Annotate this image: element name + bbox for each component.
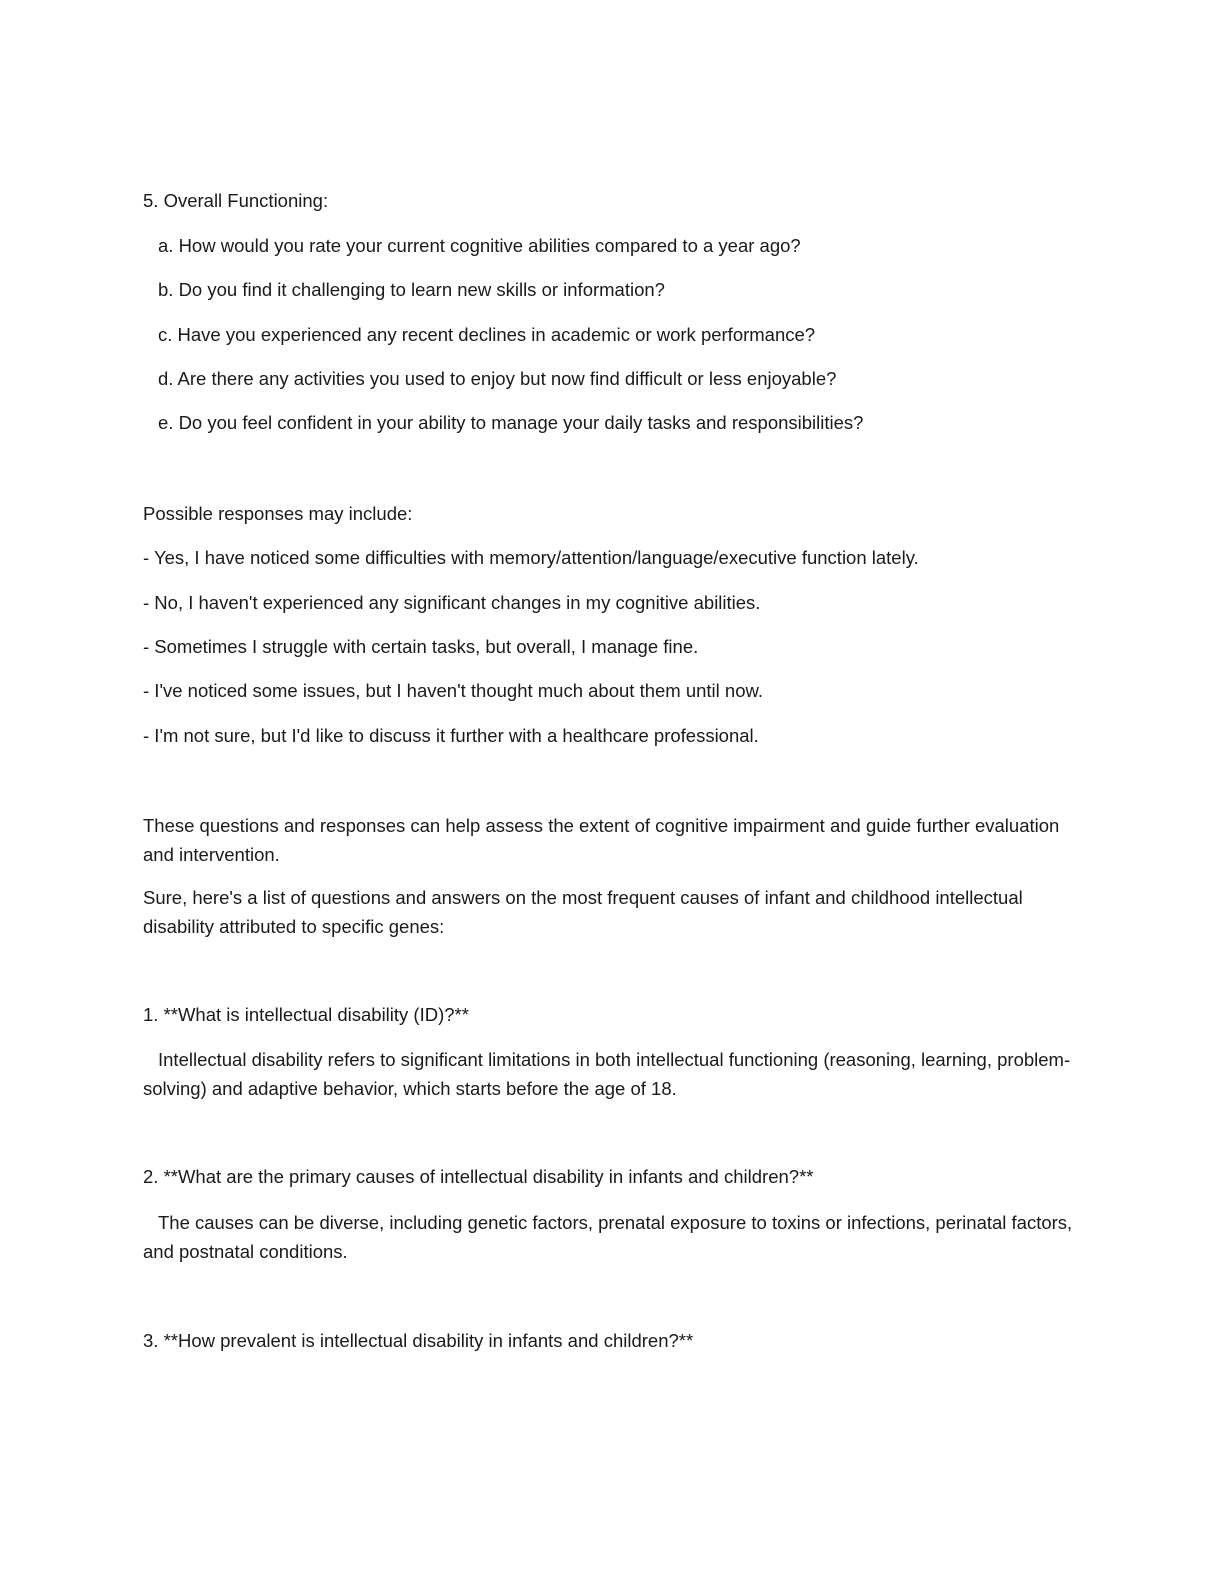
- qa-answer: Intellectual disability refers to significant limitations in both intellectual functioning (reasoning, learning, problem-solving) and adaptive behavior, which starts before the age of 18.: [143, 1049, 1071, 1099]
- response-item: - I've noticed some issues, but I haven't thought much about them until now.: [143, 680, 763, 701]
- question-item: c. Have you experienced any recent declines in academic or work performance?: [158, 324, 816, 345]
- response-item: - I'm not sure, but I'd like to discuss it further with a healthcare professional.: [143, 725, 759, 746]
- qa-answer: The causes can be diverse, including genetic factors, prenatal exposure to toxins or infections, perinatal factors, and postnatal conditions.: [143, 1212, 1073, 1262]
- question-item: b. Do you find it challenging to learn new skills or information?: [158, 279, 665, 300]
- section-heading: 5. Overall Functioning:: [143, 190, 329, 211]
- qa-question: 1. **What is intellectual disability (ID)?**: [143, 1004, 469, 1025]
- response-item: - Yes, I have noticed some difficulties with memory/attention/language/executive function lately.: [143, 547, 919, 568]
- summary-paragraph: These questions and responses can help assess the extent of cognitive impairment and guide further evaluation and intervention.: [143, 815, 1060, 865]
- response-item: - No, I haven't experienced any significant changes in my cognitive abilities.: [143, 592, 761, 613]
- responses-intro: Possible responses may include:: [143, 503, 413, 524]
- question-item: d. Are there any activities you used to enjoy but now find difficult or less enjoyable?: [158, 368, 837, 389]
- qa-question: 2. **What are the primary causes of intellectual disability in infants and children?**: [143, 1166, 814, 1187]
- intro-paragraph: Sure, here's a list of questions and answers on the most frequent causes of infant and childhood intellectual disability attributed to specific genes:: [143, 887, 1023, 937]
- response-item: - Sometimes I struggle with certain tasks, but overall, I manage fine.: [143, 636, 699, 657]
- question-item: e. Do you feel confident in your ability to manage your daily tasks and responsibilities?: [158, 412, 864, 433]
- question-item: a. How would you rate your current cognitive abilities compared to a year ago?: [158, 235, 801, 256]
- qa-question: 3. **How prevalent is intellectual disability in infants and children?**: [143, 1330, 694, 1351]
